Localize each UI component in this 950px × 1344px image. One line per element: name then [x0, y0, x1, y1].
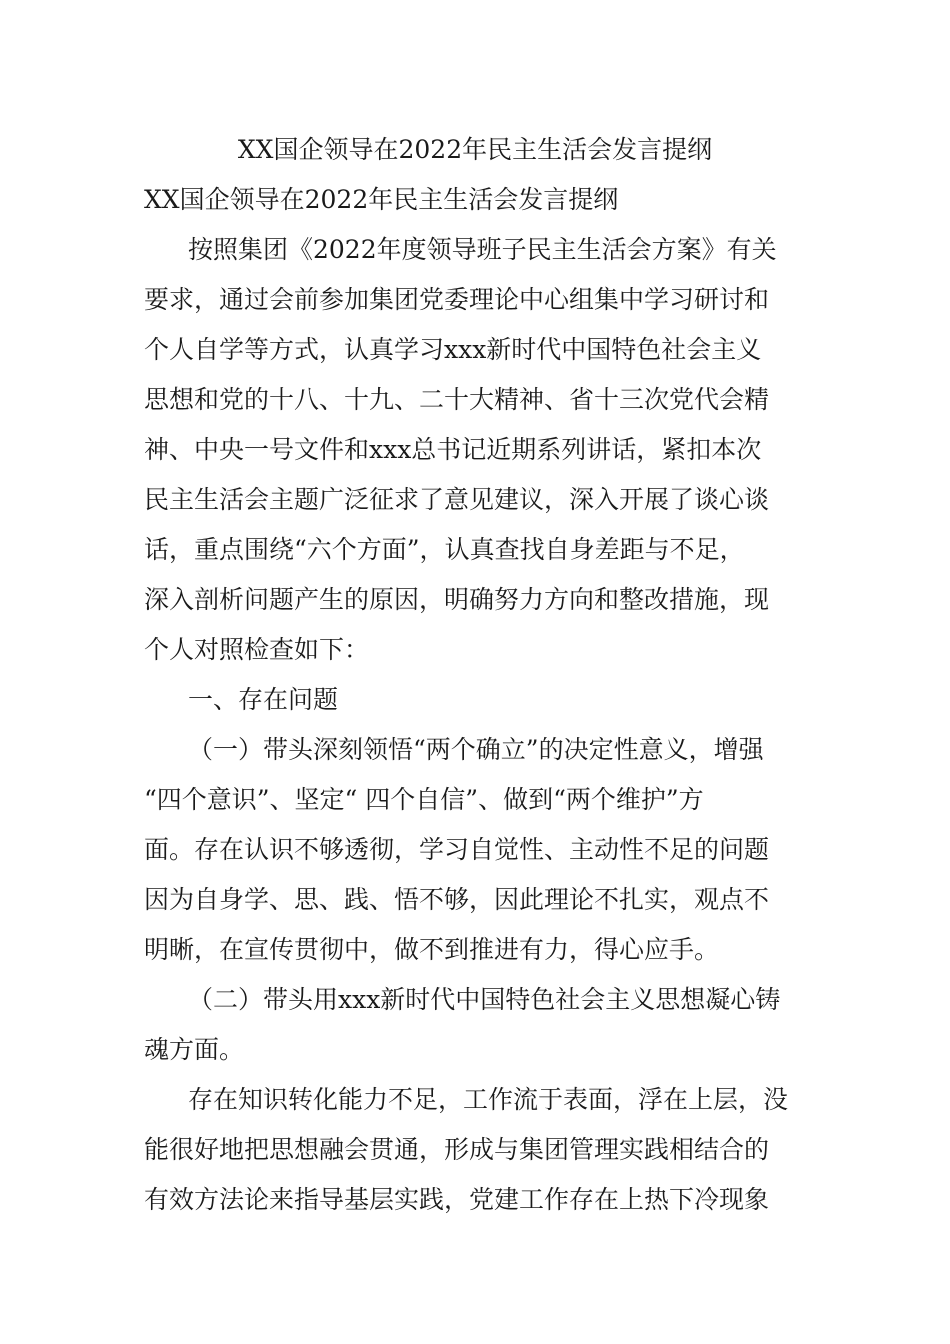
paragraph-line: “四个意识”、坚定“ 四个自信”、做到“两个维护”方	[144, 785, 704, 814]
paragraph-line: 个人对照检查如下：	[144, 635, 370, 664]
paragraph-intro	[144, 225, 806, 675]
paragraph-line: 神、中央一号文件和xxx总书记近期系列讲话，紧扣本次	[144, 435, 762, 464]
paragraph-line: 思想和党的十八、十九、二十大精神、省十三次党代会精	[144, 385, 770, 414]
document-title: XX国企领导在2022年民主生活会发言提纲	[237, 135, 713, 164]
paragraph-line: 按照集团《2022年度领导班子民主生活会方案》有关	[188, 235, 777, 264]
paragraph-line: 魂方面。	[144, 1035, 245, 1064]
paragraph-line: 有效方法论来指导基层实践，党建工作存在上热下冷现象	[144, 1185, 770, 1214]
paragraph-line: 存在知识转化能力不足，工作流于表面，浮在上层，没	[188, 1085, 789, 1114]
paragraph-line: 民主生活会主题广泛征求了意见建议，深入开展了谈心谈	[144, 485, 770, 514]
paragraph-item-1	[144, 725, 806, 975]
paragraph-line: （二）带头用xxx新时代中国特色社会主义思想凝心铸	[188, 985, 781, 1014]
paragraph-line: （一）带头深刻领悟“两个确立”的决定性意义，增强	[188, 735, 764, 764]
section-heading-problems	[144, 675, 806, 725]
paragraph-line: 明晰，在宣传贯彻中，做不到推进有力，得心应手。	[144, 935, 720, 964]
document-subtitle: XX国企领导在2022年民主生活会发言提纲	[144, 185, 619, 214]
paragraph-line: 因为自身学、思、践、悟不够，因此理论不扎实，观点不	[144, 885, 770, 914]
document-body	[144, 125, 806, 1225]
paragraph-line: 话，重点围绕“六个方面”，认真查找自身差距与不足，	[144, 535, 745, 564]
section-heading: 一、存在问题	[188, 685, 339, 714]
paragraph-line: 能很好地把思想融会贯通，形成与集团管理实践相结合的	[144, 1135, 770, 1164]
paragraph-line: 个人自学等方式，认真学习xxx新时代中国特色社会主义	[144, 335, 762, 364]
paragraph-line: 深入剖析问题产生的原因，明确努力方向和整改措施，现	[144, 585, 770, 614]
paragraph-line: 要求，通过会前参加集团党委理论中心组集中学习研讨和	[144, 285, 770, 314]
paragraph-item-2-detail	[144, 1075, 806, 1225]
paragraph-item-2	[144, 975, 806, 1075]
paragraph-line: 面。存在认识不够透彻，学习自觉性、主动性不足的问题	[144, 835, 770, 864]
